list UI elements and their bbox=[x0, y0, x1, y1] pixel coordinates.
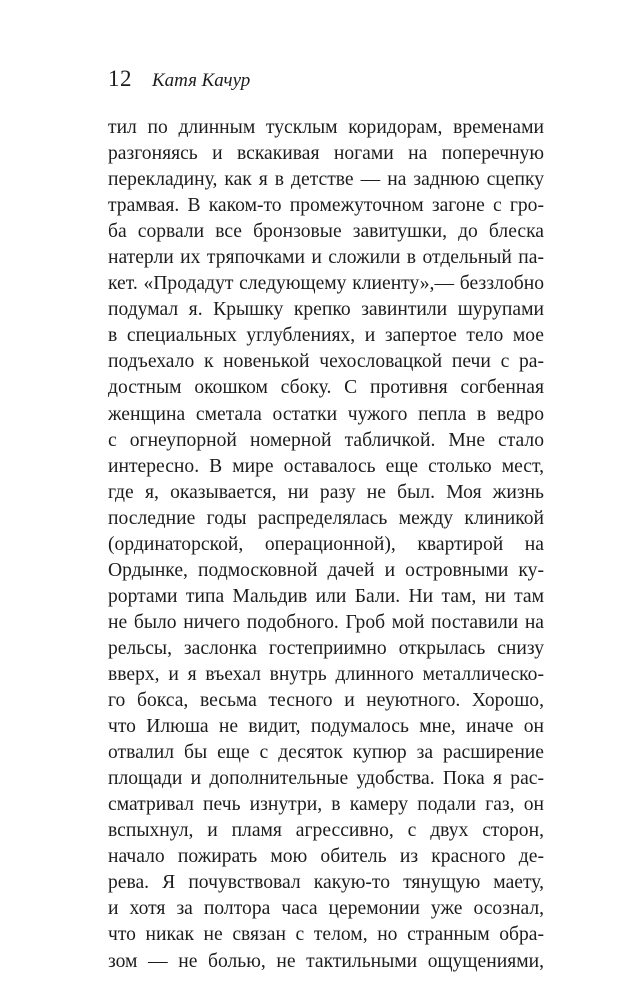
text-line: не было ничего подобного. Гроб мой поставили на bbox=[108, 611, 544, 633]
author-name: Катя Качур bbox=[152, 70, 251, 91]
text-line: го бокса, весьма тесного и неуютного. Хорошо, bbox=[108, 690, 544, 712]
text-line: в специальных углублениях, и запертое тело мое bbox=[108, 325, 544, 347]
text-line: рева. Я почувствовал какую-то тянущую маету, bbox=[108, 872, 544, 894]
text-line: интересно. В мире оставалось еще столько мест, bbox=[108, 455, 544, 477]
text-line: кет. «Продадут следующему клиенту»,— беззлобно bbox=[108, 273, 544, 295]
text-line: трамвая. В каком-то промежуточном загоне с гро- bbox=[108, 195, 544, 217]
text-line: начало пожирать мою обитель из красного де- bbox=[108, 846, 544, 868]
text-line: тил по длинным тусклым коридорам, временами bbox=[108, 117, 544, 138]
text-line: ба сорвали все бронзовые завитушки, до блеска bbox=[108, 221, 544, 243]
text-line: женщина сметала остатки чужого пепла в ведро bbox=[108, 403, 544, 425]
text-line: где я, оказывается, ни разу не был. Моя жизнь bbox=[108, 481, 544, 503]
text-line: перекладину, как я в детстве — на заднюю сцепку bbox=[108, 169, 544, 191]
text-line: подъехало к новенькой чехословацкой печи с ра- bbox=[108, 351, 544, 373]
text-line: с огнеупорной номерной табличкой. Мне стало bbox=[108, 429, 544, 451]
text-line: достным окошком сбоку. С противня согбенная bbox=[108, 377, 544, 399]
text-line: (ординаторской, операционной), квартирой на bbox=[108, 533, 544, 555]
text-line: площади и дополнительные удобства. Пока я рас- bbox=[108, 768, 544, 790]
text-line: что никак не связан с телом, но странным обра- bbox=[108, 924, 544, 946]
text-line: рортами типа Мальдив или Бали. Ни там, ни там bbox=[108, 585, 544, 607]
text-line: разгоняясь и вскакивая ногами на поперечную bbox=[108, 143, 544, 165]
page-number: 12 bbox=[108, 66, 132, 91]
text-line: натерли их тряпочками и сложили в отдельный па- bbox=[108, 247, 544, 269]
text-line: сматривал печь изнутри, в камеру подали газ, он bbox=[108, 794, 544, 816]
text-line: подумал я. Крышку крепко завинтили шурупами bbox=[108, 299, 544, 321]
text-line: рельсы, заслонка гостеприимно открылась снизу bbox=[108, 637, 544, 659]
text-line: последние годы распределялась между клиникой bbox=[108, 507, 544, 529]
body-text bbox=[108, 115, 544, 975]
text-line: и хотя за полтора часа церемонии уже осознал, bbox=[108, 898, 544, 920]
running-head bbox=[108, 66, 250, 96]
text-line: что Илюша не видит, подумалось мне, иначе он bbox=[108, 716, 544, 738]
text-line: зом — не болью, не тактильными ощущениями, bbox=[108, 950, 544, 972]
text-line: Ордынке, подмосковной дачей и островными ку- bbox=[108, 559, 544, 581]
text-line: отвалил бы еще с десяток купюр за расширение bbox=[108, 742, 544, 764]
text-line: вспыхнул, и пламя агрессивно, с двух сторон, bbox=[108, 820, 544, 842]
text-line: вверх, и я въехал внутрь длинного металлическо- bbox=[108, 663, 544, 685]
